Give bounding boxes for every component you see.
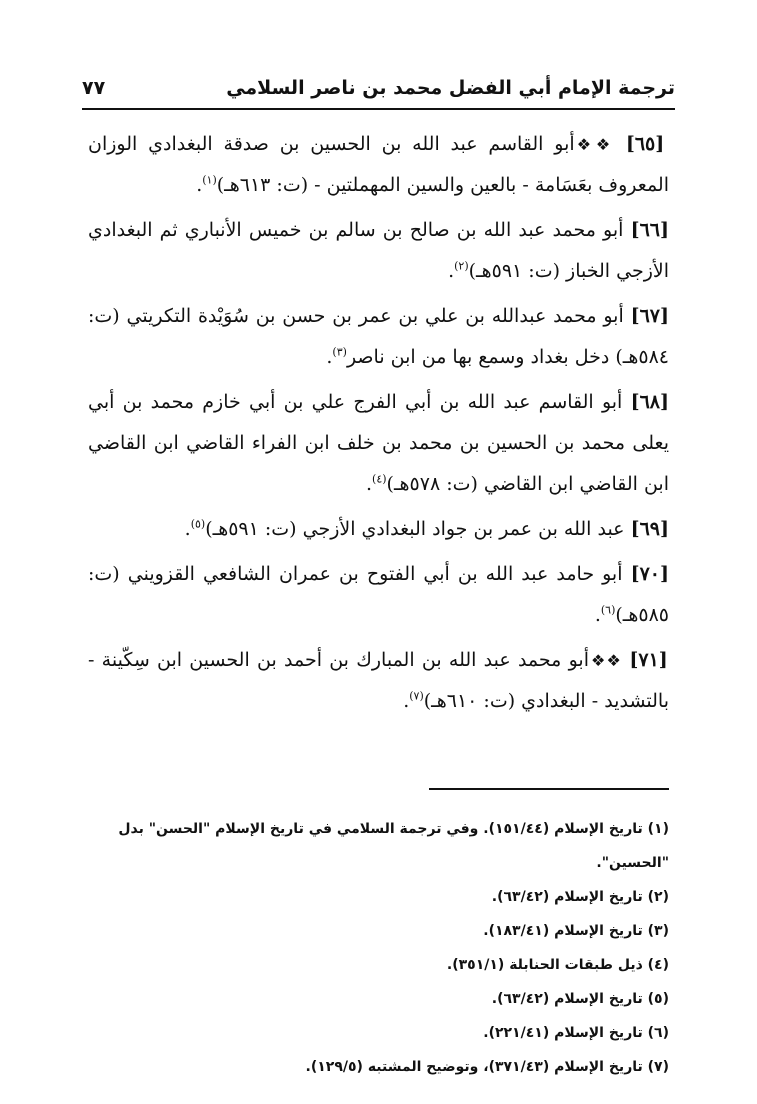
entry-70 xyxy=(88,554,669,636)
footnote-ref: (١) xyxy=(202,173,217,187)
footnote-2: (٢) تاريخ الإسلام (٦٣/٤٢). xyxy=(491,889,669,905)
entry-tail: . xyxy=(365,473,373,495)
diamond-mark-icon: ❖❖ xyxy=(576,135,615,154)
footnote-1: (١) تاريخ الإسلام (١٥١/٤٤). وفي ترجمة السلامي في تاريخ الإسلام "الحسن" بدل "الحسين". xyxy=(118,821,669,871)
entry-71 xyxy=(88,640,669,722)
entry-69 xyxy=(88,509,669,550)
entry-68 xyxy=(88,382,669,505)
footnote-6: (٦) تاريخ الإسلام (٢٢١/٤١). xyxy=(483,1025,669,1041)
entry-number: [٧١] xyxy=(629,649,668,671)
entry-text: أبو القاسم عبد الله بن الحسين بن صدقة البغدادي الوزان المعروف بعَسَامة - بالعين والسين المهملتين - (ت: ٦١٣هـ) xyxy=(88,133,669,196)
page-number: ٧٧ xyxy=(82,77,106,99)
entry-number: [٦٥] xyxy=(625,133,665,155)
footnote-ref: (٤) xyxy=(372,472,387,486)
footnote-ref: (٣) xyxy=(332,345,347,359)
footnote-5: (٥) تاريخ الإسلام (٦٣/٤٢). xyxy=(491,991,669,1007)
entry-text: أبو القاسم عبد الله بن أبي الفرج علي بن أبي خازم محمد بن أبي يعلى محمد بن الحسين بن محمد بن خلف ابن الفراء القاضي ابن القاضي ابن القاضي ابن القاضي (ت: ٥٧٨هـ) xyxy=(88,391,669,495)
entry-tail: . xyxy=(184,518,191,540)
footnotes-rule xyxy=(429,788,669,790)
entry-text: أبو حامد عبد الله بن أبي الفتوح بن عمران الشافعي القزويني (ت: ٥٨٥هـ) xyxy=(88,563,669,626)
running-title: ترجمة الإمام أبي الفضل محمد بن ناصر السلامي xyxy=(226,77,675,99)
footnote-ref: (٧) xyxy=(409,689,424,703)
entry-tail: . xyxy=(196,174,203,196)
entry-text: أبو محمد عبد الله بن صالح بن سالم بن خميس الأنباري ثم البغدادي الأزجي الخباز (ت: ٥٩١هـ) xyxy=(88,219,669,282)
entry-tail: . xyxy=(403,690,410,712)
footnote-ref: (٥) xyxy=(190,517,206,531)
entry-tail: . xyxy=(594,604,601,626)
entry-tail: . xyxy=(448,260,455,282)
entry-text: عبد الله بن عمر بن جواد البغدادي الأزجي (ت: ٥٩١هـ) xyxy=(205,518,625,540)
entries-list xyxy=(88,124,669,726)
entry-number: [٦٨] xyxy=(630,391,669,413)
footnote-ref: (٦) xyxy=(600,603,616,617)
footnotes xyxy=(88,812,669,1084)
diamond-mark-icon: ❖❖ xyxy=(591,651,623,670)
entry-number: [٦٩] xyxy=(630,518,669,540)
entry-text: أبو محمد عبدالله بن علي بن عمر بن حسن بن سُوَيْدة التكريتي (ت: ٥٨٤هـ) دخل بغداد وسمع بها من ابن ناصر xyxy=(88,305,669,368)
entry-number: [٦٧] xyxy=(630,305,669,327)
footnote-3: (٣) تاريخ الإسلام (١٨٣/٤١). xyxy=(483,923,669,939)
footnote-7: (٧) تاريخ الإسلام (٣٧١/٤٣)، وتوضيح المشتبه (١٢٩/٥). xyxy=(305,1059,669,1075)
entry-67 xyxy=(88,296,669,378)
entry-text: أبو محمد عبد الله بن المبارك بن أحمد بن الحسين ابن سِكّينة - بالتشديد - البغدادي (ت: ٦١٠هـ) xyxy=(88,649,669,712)
entry-tail: . xyxy=(326,346,333,368)
running-header xyxy=(82,70,675,106)
entry-66 xyxy=(88,210,669,292)
footnote-4: (٤) ذيل طبقات الحنابلة (٣٥١/١). xyxy=(446,957,669,973)
entry-number: [٦٦] xyxy=(630,219,669,241)
entry-number: [٧٠] xyxy=(630,563,669,585)
header-rule xyxy=(82,108,675,110)
footnote-ref: (٢) xyxy=(454,259,469,273)
entry-65 xyxy=(88,124,669,206)
